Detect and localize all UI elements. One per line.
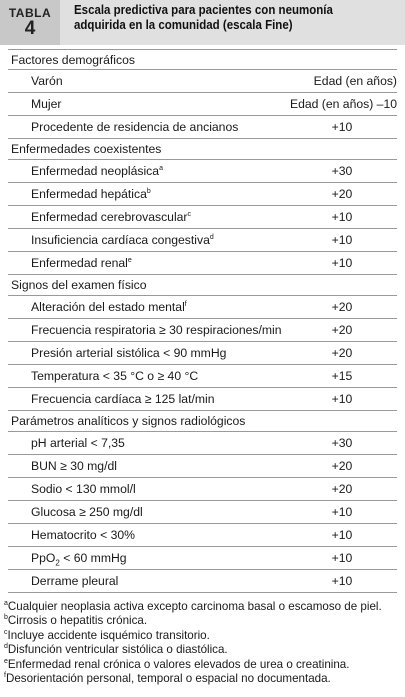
row-label-text: PpO <box>31 551 56 565</box>
footnote-text: Cualquier neoplasia activa excepto carcinoma basal o escamoso de piel. <box>7 600 382 613</box>
row-label <box>31 97 61 111</box>
section-title: Parámetros analíticos y signos radiológicos <box>11 414 246 428</box>
footnote-text: Disfunción ventricular sistólica o diastólica. <box>7 643 228 657</box>
section-title: Signos del examen físico <box>11 278 147 292</box>
row-label <box>31 120 238 134</box>
row-score: +10 <box>331 120 353 134</box>
row-label <box>31 187 151 201</box>
row-label-text: Temperatura < 35 °C o ≥ 40 °C <box>31 369 199 383</box>
footnote-mark: b <box>4 614 8 622</box>
row-label-text: Alteración del estado mental <box>31 300 185 314</box>
row-label <box>31 459 117 473</box>
table-row <box>8 70 397 93</box>
section-title: Factores demográficos <box>11 52 135 67</box>
table-title: Escala predictiva para pacientes con neumonía adquirida en la comunidad (escala Fine) <box>74 3 333 32</box>
row-label-text: Enfermedad cerebrovascular <box>31 210 188 224</box>
table-title-box <box>60 0 405 45</box>
row-score: +30 <box>331 164 353 178</box>
row-score: +10 <box>331 256 353 270</box>
row-label <box>31 482 136 496</box>
row-label-text: Frecuencia cardíaca ≥ 125 lat/min <box>31 392 215 406</box>
row-score: +10 <box>331 551 353 565</box>
footnote-mark: e <box>4 657 8 665</box>
footnote <box>4 658 404 672</box>
table-row <box>8 388 397 411</box>
table-row <box>8 501 397 524</box>
row-score: Edad (en años) <box>313 74 397 88</box>
footnote <box>4 600 404 614</box>
section-header <box>8 411 397 432</box>
footnote-text: Enfermedad renal crónica o valores elevados de urea o creatinina. <box>7 657 350 671</box>
row-score: +20 <box>331 459 353 473</box>
row-label <box>31 528 135 542</box>
table-row <box>8 342 397 365</box>
row-label-text: Procedente de residencia de ancianos <box>31 120 239 134</box>
row-label-subscript: 2 <box>55 558 60 568</box>
row-label-text: Derrame pleural <box>31 574 119 588</box>
row-label-text: pH arterial < 7,35 <box>31 436 125 450</box>
footnote <box>4 643 404 657</box>
table-row <box>8 160 397 183</box>
row-label <box>31 300 187 314</box>
row-label-text: BUN ≥ 30 mg/dl <box>31 459 117 473</box>
row-label <box>31 233 214 247</box>
footnote <box>4 614 404 628</box>
row-score: Edad (en años) –10 <box>289 97 397 111</box>
table-row <box>8 478 397 501</box>
table-row <box>8 183 397 206</box>
row-label-text: Hematocrito < 30% <box>31 528 135 542</box>
row-score: +20 <box>331 482 353 496</box>
row-label-text: Glucosa ≥ 250 mg/dl <box>31 505 143 519</box>
score-table <box>8 49 397 593</box>
row-label-text: Frecuencia respiratoria ≥ 30 respiraciones/min <box>31 323 282 337</box>
row-label <box>31 164 163 178</box>
footnote <box>4 629 404 643</box>
table-row <box>8 432 397 455</box>
row-score: +10 <box>331 505 353 519</box>
row-label-text: Mujer <box>31 97 62 111</box>
table-row <box>8 296 397 319</box>
footnote-marker: e <box>127 256 132 264</box>
row-label <box>31 574 118 588</box>
row-label <box>31 74 63 88</box>
row-score: +10 <box>331 210 353 224</box>
footnote-marker: f <box>184 300 187 308</box>
footnote-marker: b <box>146 187 151 195</box>
section-title: Enfermedades coexistentes <box>11 142 162 156</box>
table-row <box>8 455 397 478</box>
row-label-text: Insuficiencia cardíaca congestiva <box>31 233 210 247</box>
table-row <box>8 229 397 252</box>
table-row <box>8 547 397 570</box>
row-label <box>31 392 215 406</box>
row-label <box>31 210 191 224</box>
table-row <box>8 570 397 593</box>
table-header <box>0 0 405 45</box>
footnote-mark: f <box>4 672 6 680</box>
footnote-marker: c <box>187 210 191 218</box>
row-score: +10 <box>331 574 353 588</box>
row-label <box>31 436 125 450</box>
table-number-badge <box>0 0 60 45</box>
row-score: +15 <box>331 369 353 383</box>
footnotes <box>4 600 404 686</box>
footnote-marker: a <box>159 164 163 172</box>
footnote-text: Desorientación personal, temporal o espacial no documentada. <box>5 672 331 686</box>
footnote-mark: a <box>4 600 8 608</box>
table-number: 4 <box>24 17 36 39</box>
row-label <box>31 551 127 568</box>
footnote-text: Cirrosis o hepatitis crónica. <box>7 614 148 628</box>
row-label-text: Presión arterial sistólica < 90 mmHg <box>31 346 227 360</box>
row-score: +20 <box>331 187 353 201</box>
section-header <box>8 139 397 160</box>
table-label: TABLA <box>8 5 52 20</box>
footnote <box>4 672 404 686</box>
row-label <box>31 505 143 519</box>
row-label <box>31 369 198 383</box>
row-score: +20 <box>331 300 353 314</box>
row-label-text: Sodio < 130 mmol/l <box>31 482 136 496</box>
row-score: +20 <box>331 346 353 360</box>
row-label <box>31 346 226 360</box>
table-row <box>8 252 397 275</box>
row-label-text-after: < 60 mmHg <box>59 551 127 565</box>
footnote-text: Incluye accidente isquémico transitorio. <box>7 628 210 642</box>
row-score: +20 <box>331 323 353 337</box>
row-score: +30 <box>331 436 353 450</box>
table-row <box>8 116 397 139</box>
row-label-text: Varón <box>31 74 63 88</box>
row-score: +10 <box>331 233 353 247</box>
row-label-text: Enfermedad renal <box>31 256 128 270</box>
section-header <box>8 49 397 70</box>
row-score: +10 <box>331 528 353 542</box>
row-label <box>31 323 282 337</box>
row-label-text: Enfermedad hepática <box>31 187 147 201</box>
footnote-mark: d <box>4 643 8 651</box>
row-label-text: Enfermedad neoplásica <box>31 164 160 178</box>
footnote-marker: d <box>209 233 214 241</box>
table-row <box>8 319 397 342</box>
footnote-mark: c <box>4 628 8 636</box>
table-row <box>8 365 397 388</box>
table-row <box>8 206 397 229</box>
row-score: +10 <box>331 392 353 406</box>
table-row <box>8 524 397 547</box>
section-header <box>8 275 397 296</box>
row-label <box>31 256 132 270</box>
table-row <box>8 93 397 116</box>
